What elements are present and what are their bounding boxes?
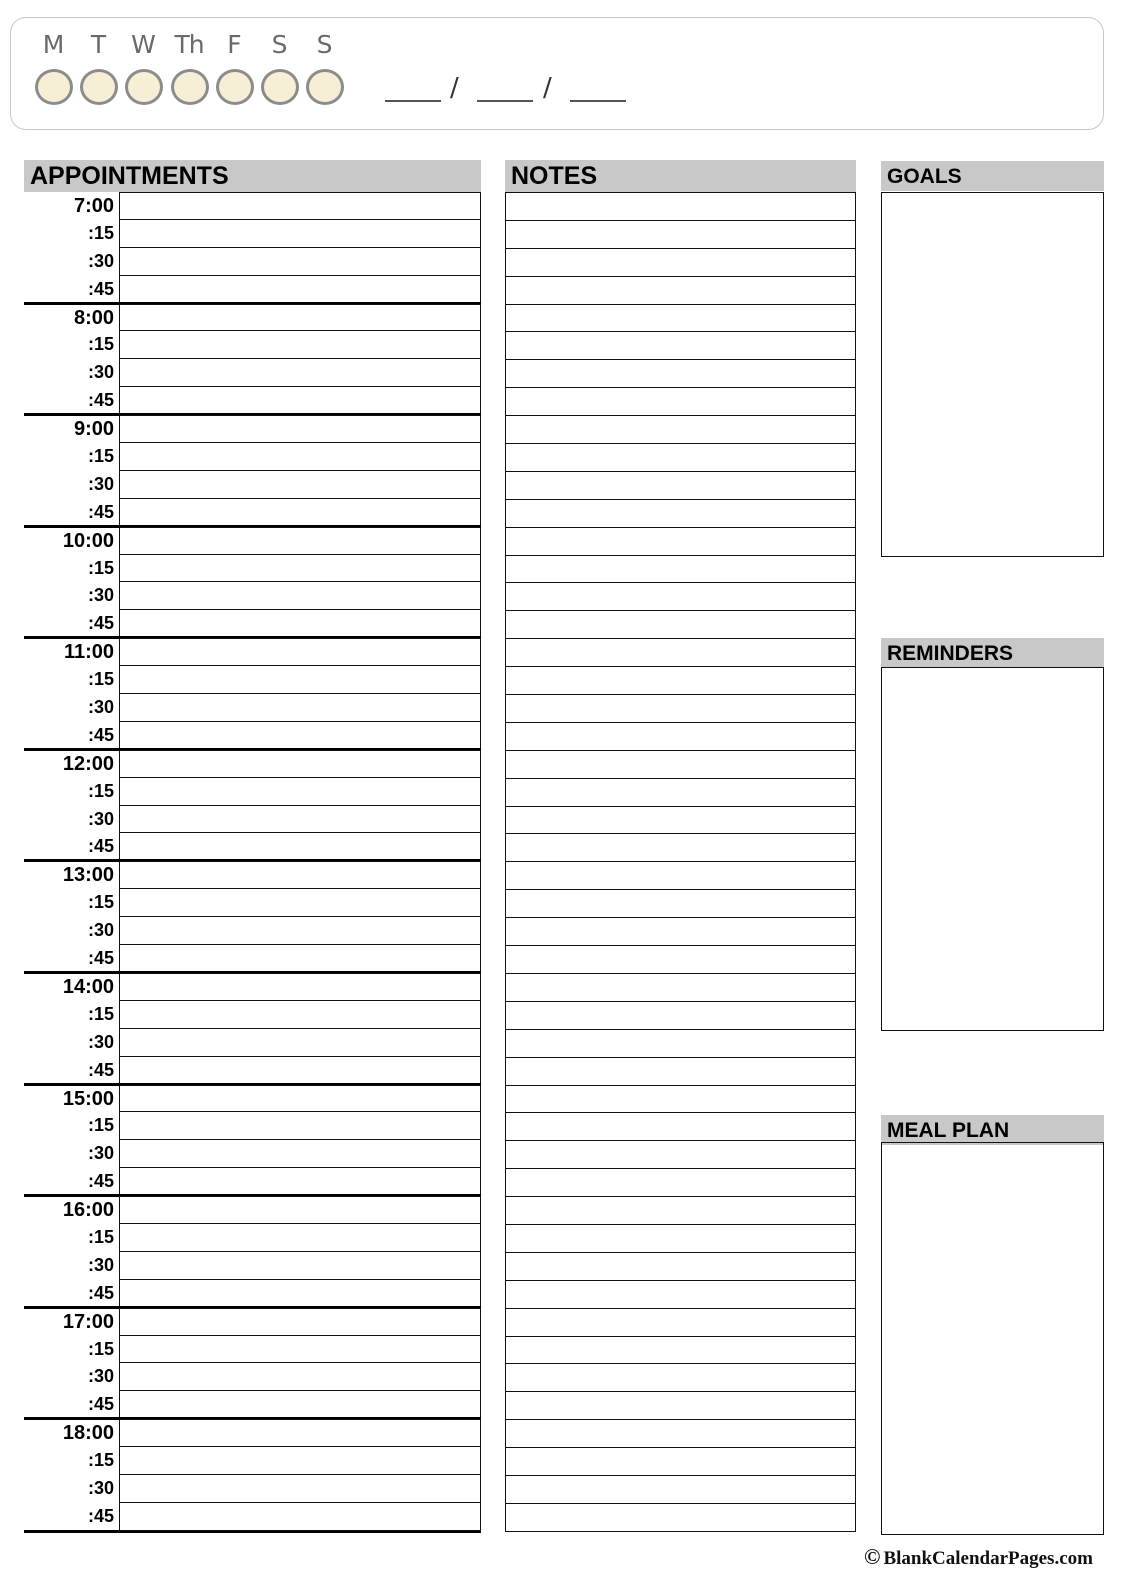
quarter-row (24, 1252, 481, 1280)
notes-line[interactable] (505, 1113, 856, 1141)
notes-line[interactable] (505, 974, 856, 1002)
appointment-slot[interactable] (119, 1029, 481, 1057)
goals-header: GOALS (881, 161, 1104, 191)
appointment-slot[interactable] (119, 248, 481, 276)
weekday-circle[interactable] (125, 69, 163, 105)
weekday-circle[interactable] (261, 69, 299, 105)
date-separator: / (450, 73, 459, 103)
quarter-label: :15 (87, 1450, 114, 1471)
appointment-slot[interactable] (119, 889, 481, 917)
quarter-label: :45 (87, 948, 114, 969)
hour-row (24, 1419, 481, 1447)
notes-line[interactable] (505, 1392, 856, 1420)
quarter-row (24, 248, 481, 276)
notes-line[interactable] (505, 751, 856, 779)
notes-line[interactable] (505, 779, 856, 807)
quarter-label: :45 (87, 1171, 114, 1192)
quarter-row (24, 1001, 481, 1029)
appointment-slot[interactable] (119, 1085, 481, 1113)
appointment-slot[interactable] (119, 1057, 481, 1085)
weekday-label: S (271, 30, 287, 59)
hour-label: 9:00 (73, 418, 114, 441)
quarter-label: :15 (87, 1115, 114, 1136)
quarter-row (24, 582, 481, 610)
quarter-label: :15 (87, 222, 114, 243)
hour-row (24, 1085, 481, 1113)
appointment-slot[interactable] (119, 220, 481, 248)
notes-line[interactable] (505, 1448, 856, 1476)
notes-line[interactable] (505, 305, 856, 333)
appointment-slot[interactable] (119, 1336, 481, 1364)
appointment-slot[interactable] (119, 276, 481, 304)
hour-row (24, 527, 481, 555)
quarter-row (24, 1224, 481, 1252)
appointment-slot[interactable] (119, 499, 481, 527)
appointments-grid (24, 192, 481, 1533)
quarter-row (24, 220, 481, 248)
hour-label: 18:00 (62, 1422, 114, 1445)
notes-line[interactable] (505, 1364, 856, 1392)
date-day-blank[interactable] (477, 80, 533, 102)
weekday-circle[interactable] (171, 69, 209, 105)
hour-row (24, 1196, 481, 1224)
quarter-label: :45 (87, 1282, 114, 1303)
quarter-row (24, 889, 481, 917)
notes-line[interactable] (505, 1253, 856, 1281)
quarter-row (24, 499, 481, 527)
hour-row (24, 1308, 481, 1336)
site-credit (864, 1544, 1093, 1570)
notes-line[interactable] (505, 332, 856, 360)
weekday-label: Th (174, 30, 204, 59)
quarter-label: :45 (87, 613, 114, 634)
appointment-slot[interactable] (119, 917, 481, 945)
notes-line[interactable] (505, 277, 856, 305)
appointment-slot[interactable] (119, 1280, 481, 1308)
notes-line[interactable] (505, 695, 856, 723)
notes-line[interactable] (505, 193, 856, 221)
quarter-label: :15 (87, 446, 114, 467)
weekday-circle[interactable] (306, 69, 344, 105)
hour-row (24, 192, 481, 220)
meal-plan-header: MEAL PLAN (881, 1115, 1104, 1145)
notes-line[interactable] (505, 639, 856, 667)
appointment-slot[interactable] (119, 666, 481, 694)
hour-label: 10:00 (62, 529, 114, 552)
quarter-row (24, 1391, 481, 1419)
notes-line[interactable] (505, 1086, 856, 1114)
notes-line[interactable] (505, 918, 856, 946)
quarter-label: :30 (87, 585, 114, 606)
appointment-slot[interactable] (119, 1112, 481, 1140)
goals-box[interactable] (881, 192, 1104, 557)
hour-row (24, 304, 481, 332)
appointment-slot[interactable] (119, 973, 481, 1001)
quarter-label: :45 (87, 1394, 114, 1415)
hour-label: 8:00 (73, 306, 114, 329)
quarter-row (24, 1057, 481, 1085)
quarter-label: :30 (87, 473, 114, 494)
notes-line[interactable] (505, 1337, 856, 1365)
reminders-header: REMINDERS (881, 638, 1104, 668)
quarter-row (24, 666, 481, 694)
appointment-slot[interactable] (119, 722, 481, 750)
weekday-label: F (227, 30, 241, 59)
notes-line[interactable] (505, 723, 856, 751)
quarter-label: :30 (87, 250, 114, 271)
weekday-label: T (90, 30, 106, 59)
hour-label: 12:00 (62, 752, 114, 775)
quarter-row (24, 1336, 481, 1364)
notes-lines (505, 192, 856, 1532)
weekday-circle[interactable] (35, 69, 73, 105)
date-separator: / (543, 73, 552, 103)
hour-row (24, 750, 481, 778)
notes-line[interactable] (505, 1169, 856, 1197)
appointment-slot[interactable] (119, 582, 481, 610)
notes-line[interactable] (505, 1309, 856, 1337)
notes-line[interactable] (505, 862, 856, 890)
appointment-slot[interactable] (119, 415, 481, 443)
appointment-slot[interactable] (119, 1308, 481, 1336)
notes-line[interactable] (505, 1002, 856, 1030)
appointment-slot[interactable] (119, 1419, 481, 1447)
quarter-label: :15 (87, 334, 114, 355)
quarter-row (24, 471, 481, 499)
notes-line[interactable] (505, 556, 856, 584)
date-month-blank[interactable] (385, 80, 441, 102)
hour-label: 15:00 (62, 1087, 114, 1110)
appointment-slot[interactable] (119, 192, 481, 220)
copyright-icon: © (864, 1544, 881, 1569)
appointment-slot[interactable] (119, 610, 481, 638)
quarter-label: :15 (87, 1003, 114, 1024)
quarter-label: :45 (87, 390, 114, 411)
notes-line[interactable] (505, 611, 856, 639)
hour-row (24, 973, 481, 1001)
quarter-label: :30 (87, 1477, 114, 1498)
appointment-slot[interactable] (119, 443, 481, 471)
quarter-row (24, 387, 481, 415)
notes-line[interactable] (505, 1504, 856, 1532)
appointment-slot[interactable] (119, 694, 481, 722)
hour-label: 17:00 (62, 1310, 114, 1333)
hour-row (24, 415, 481, 443)
appointment-slot[interactable] (119, 1503, 481, 1531)
quarter-row (24, 945, 481, 973)
appointment-slot[interactable] (119, 1447, 481, 1475)
quarter-label: :30 (87, 1254, 114, 1275)
quarter-row (24, 610, 481, 638)
weekday-label: W (131, 30, 155, 59)
appointment-slot[interactable] (119, 555, 481, 583)
appointments-header: APPOINTMENTS (24, 160, 481, 192)
notes-line[interactable] (505, 1058, 856, 1086)
appointment-slot[interactable] (119, 304, 481, 332)
quarter-label: :15 (87, 557, 114, 578)
appointment-slot[interactable] (119, 1168, 481, 1196)
notes-line[interactable] (505, 500, 856, 528)
appointment-slot[interactable] (119, 1252, 481, 1280)
notes-line[interactable] (505, 1197, 856, 1225)
quarter-row (24, 1280, 481, 1308)
notes-line[interactable] (505, 583, 856, 611)
notes-line[interactable] (505, 890, 856, 918)
weekday-circle[interactable] (216, 69, 254, 105)
notes-line[interactable] (505, 1281, 856, 1309)
notes-line[interactable] (505, 388, 856, 416)
appointment-slot[interactable] (119, 833, 481, 861)
notes-line[interactable] (505, 946, 856, 974)
quarter-row (24, 443, 481, 471)
quarter-label: :45 (87, 278, 114, 299)
quarter-row (24, 1168, 481, 1196)
appointment-slot[interactable] (119, 359, 481, 387)
quarter-label: :30 (87, 1366, 114, 1387)
quarter-row (24, 806, 481, 834)
quarter-label: :15 (87, 1226, 114, 1247)
quarter-label: :30 (87, 920, 114, 941)
date-year-blank[interactable] (570, 80, 626, 102)
quarter-label: :45 (87, 1505, 114, 1526)
quarter-row (24, 555, 481, 583)
appointment-slot[interactable] (119, 1224, 481, 1252)
quarter-label: :30 (87, 808, 114, 829)
notes-line[interactable] (505, 1420, 856, 1448)
quarter-row (24, 1363, 481, 1391)
notes-line[interactable] (505, 416, 856, 444)
quarter-label: :45 (87, 1059, 114, 1080)
appointment-slot[interactable] (119, 1475, 481, 1503)
hour-label: 14:00 (62, 975, 114, 998)
quarter-row (24, 1029, 481, 1057)
appointment-slot[interactable] (119, 861, 481, 889)
notes-line[interactable] (505, 472, 856, 500)
quarter-label: :15 (87, 780, 114, 801)
notes-line[interactable] (505, 1225, 856, 1253)
notes-line[interactable] (505, 1476, 856, 1504)
weekday-label: S (316, 30, 332, 59)
quarter-row (24, 1475, 481, 1503)
appointment-slot[interactable] (119, 331, 481, 359)
quarter-row (24, 276, 481, 304)
appointment-slot[interactable] (119, 750, 481, 778)
appointment-slot[interactable] (119, 638, 481, 666)
quarter-row (24, 1140, 481, 1168)
appointment-slot[interactable] (119, 1140, 481, 1168)
hour-label: 11:00 (63, 641, 114, 664)
notes-line[interactable] (505, 360, 856, 388)
hour-label: 13:00 (62, 864, 114, 887)
appointment-slot[interactable] (119, 778, 481, 806)
quarter-label: :45 (87, 724, 114, 745)
quarter-row (24, 359, 481, 387)
notes-line[interactable] (505, 667, 856, 695)
quarter-row (24, 778, 481, 806)
appointment-slot[interactable] (119, 945, 481, 973)
notes-line[interactable] (505, 444, 856, 472)
weekday-circle[interactable] (80, 69, 118, 105)
reminders-box[interactable] (881, 667, 1104, 1031)
quarter-label: :15 (87, 669, 114, 690)
notes-line[interactable] (505, 834, 856, 862)
quarter-label: :15 (87, 892, 114, 913)
quarter-label: :30 (87, 1031, 114, 1052)
appointment-slot[interactable] (119, 471, 481, 499)
hour-label: 7:00 (73, 195, 114, 217)
notes-line[interactable] (505, 528, 856, 556)
quarter-row (24, 694, 481, 722)
quarter-label: :15 (87, 1338, 114, 1359)
quarter-label: :30 (87, 697, 114, 718)
quarter-row (24, 833, 481, 861)
quarter-label: :45 (87, 501, 114, 522)
appointment-slot[interactable] (119, 527, 481, 555)
quarter-row (24, 1447, 481, 1475)
meal-plan-box[interactable] (881, 1142, 1104, 1535)
appointment-slot[interactable] (119, 1196, 481, 1224)
quarter-row (24, 917, 481, 945)
quarter-label: :30 (87, 1143, 114, 1164)
quarter-label: :30 (87, 362, 114, 383)
quarter-row (24, 1503, 481, 1531)
notes-line[interactable] (505, 1030, 856, 1058)
notes-line[interactable] (505, 807, 856, 835)
appointment-slot[interactable] (119, 806, 481, 834)
quarter-row (24, 331, 481, 359)
appointment-slot[interactable] (119, 1363, 481, 1391)
site-name: BlankCalendarPages.com (883, 1548, 1093, 1569)
weekday-label: M (42, 30, 64, 59)
appointment-slot[interactable] (119, 387, 481, 415)
notes-header: NOTES (505, 160, 856, 192)
hour-row (24, 638, 481, 666)
appointment-slot[interactable] (119, 1001, 481, 1029)
hour-label: 16:00 (62, 1199, 114, 1222)
appointment-slot[interactable] (119, 1391, 481, 1419)
hour-row (24, 861, 481, 889)
quarter-row (24, 722, 481, 750)
notes-line[interactable] (505, 249, 856, 277)
quarter-row (24, 1112, 481, 1140)
notes-line[interactable] (505, 1141, 856, 1169)
notes-line[interactable] (505, 221, 856, 249)
quarter-label: :45 (87, 836, 114, 857)
